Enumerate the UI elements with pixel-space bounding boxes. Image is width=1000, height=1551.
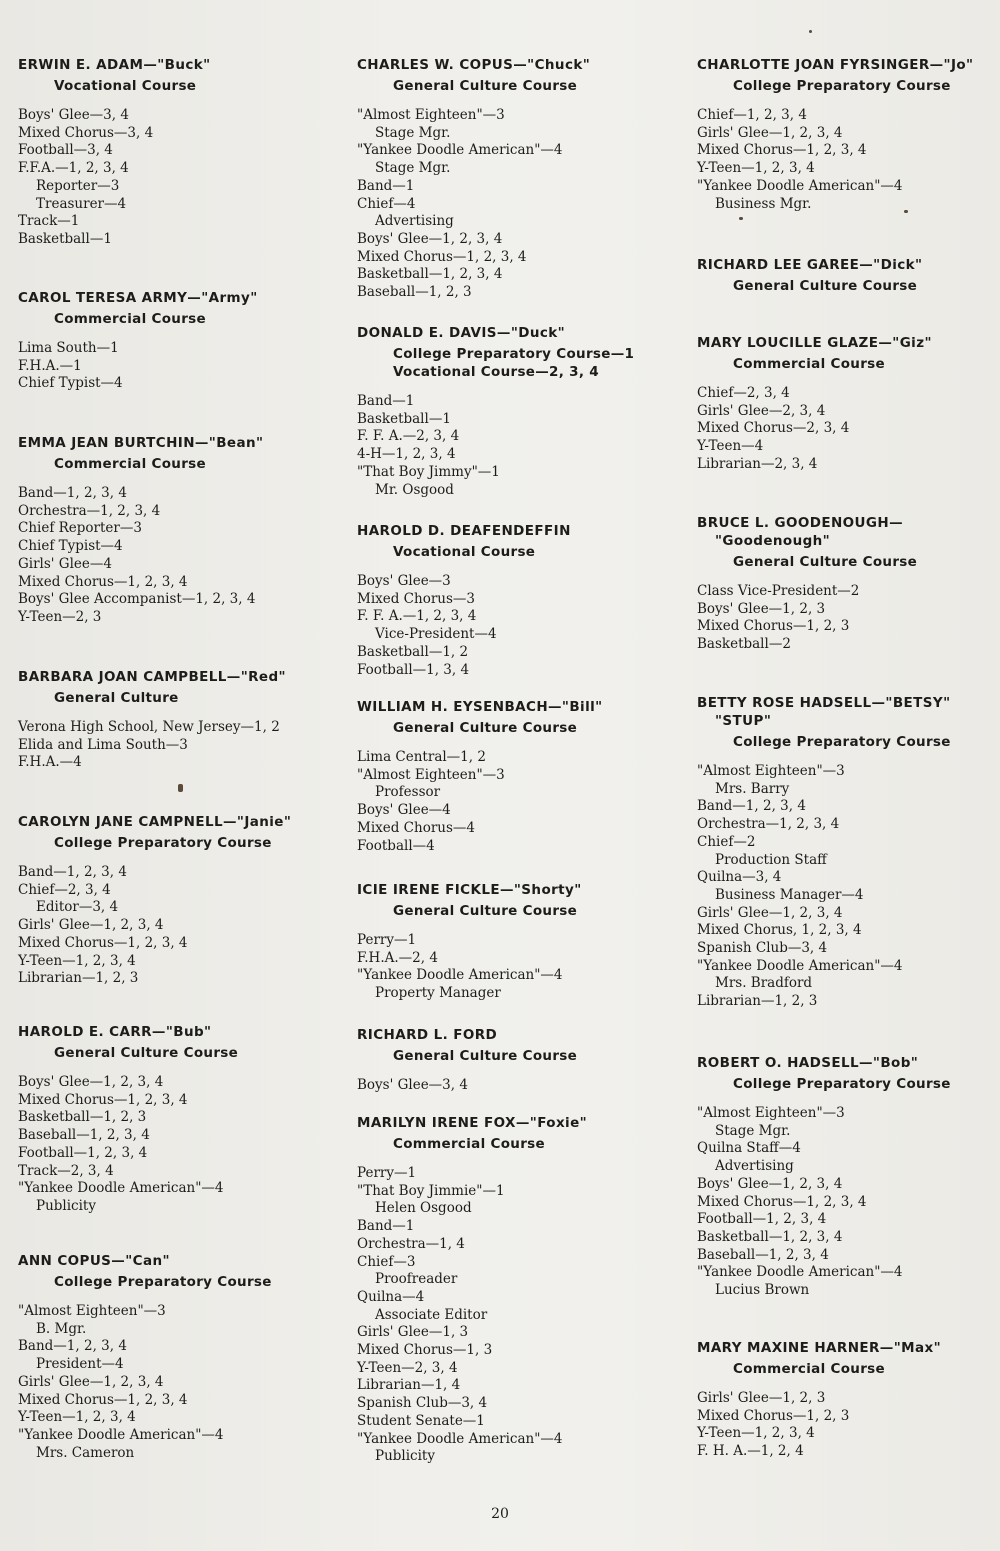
activity-item: Y-Teen—2, 3, 4 xyxy=(357,1359,458,1376)
student-name: ERWIN E. ADAM—"Buck" xyxy=(18,57,211,73)
activity-list xyxy=(18,1074,318,1216)
student-entry xyxy=(18,289,318,393)
activity-item: "Almost Eighteen"—3 xyxy=(697,763,845,779)
activity-item: Quilna—4 xyxy=(357,1288,425,1305)
activity-item: Lima South—1 xyxy=(18,340,119,356)
course-of-study: General Culture Course xyxy=(733,278,918,294)
activity-item: "Yankee Doodle American"—4 xyxy=(357,967,563,984)
course-of-study: General Culture Course xyxy=(393,903,578,919)
student-entry xyxy=(697,1054,993,1300)
activity-item: Boys' Glee—3 xyxy=(357,573,451,589)
ink-speck xyxy=(178,784,183,792)
activity-item: Basketball—1, 2 xyxy=(357,643,469,660)
activity-item: Chief Typist—4 xyxy=(18,538,123,555)
activity-item: Boys' Glee—4 xyxy=(357,802,451,819)
student-entry xyxy=(18,1023,318,1216)
course-of-study: College Preparatory Course xyxy=(733,734,951,750)
student-name: CHARLOTTE JOAN FYRSINGER—"Jo" xyxy=(697,57,974,73)
student-entry xyxy=(697,1339,993,1461)
student-name: ANN COPUS—"Can" xyxy=(18,1253,170,1269)
student-entry xyxy=(697,514,993,654)
activity-list xyxy=(18,107,318,249)
activity-role: Professor xyxy=(375,784,441,801)
student-name: BETTY ROSE HADSELL—"BETSY" xyxy=(697,695,951,711)
student-entry xyxy=(357,522,657,679)
activity-item: Girls' Glee—1, 2, 3, 4 xyxy=(18,1373,164,1390)
course-of-study: College Preparatory Course xyxy=(733,78,951,94)
activity-item: "Yankee Doodle American"—4 xyxy=(357,142,563,159)
activity-item: Mixed Chorus—2, 3, 4 xyxy=(697,420,850,437)
activity-item: Football—1, 2, 3, 4 xyxy=(697,1211,827,1228)
course-of-study: Vocational Course xyxy=(393,544,536,560)
course-of-study: Commercial Course xyxy=(733,356,885,372)
activity-item: Chief Typist—4 xyxy=(18,375,123,392)
activity-item: Boys' Glee Accompanist—1, 2, 3, 4 xyxy=(18,591,256,608)
student-name: ROBERT O. HADSELL—"Bob" xyxy=(697,1055,919,1071)
activity-item: F. F. A.—2, 3, 4 xyxy=(357,428,460,445)
activity-role: Editor—3, 4 xyxy=(36,899,119,916)
activity-item: Boys' Glee—1, 2, 3 xyxy=(697,600,826,617)
activity-item: Class Vice-President—2 xyxy=(697,583,860,599)
activity-role: Helen Osgood xyxy=(375,1200,472,1217)
activity-item: Band—1, 2, 3, 4 xyxy=(697,798,806,815)
activity-role: B. Mgr. xyxy=(36,1320,87,1337)
course-of-study: College Preparatory Course—1 xyxy=(393,346,635,362)
activity-item: Baseball—1, 2, 3, 4 xyxy=(18,1127,150,1144)
activity-item: "That Boy Jimmie"—1 xyxy=(357,1182,505,1199)
student-entry xyxy=(697,694,993,1011)
student-entry xyxy=(357,324,657,499)
student-name: CAROLYN JANE CAMPNELL—"Janie" xyxy=(18,814,292,830)
student-entry xyxy=(697,334,993,474)
activity-list xyxy=(697,1390,993,1461)
activity-role: Associate Editor xyxy=(375,1306,488,1323)
activity-item: F. H. A.—1, 2, 4 xyxy=(697,1443,804,1460)
activity-role: Advertising xyxy=(715,1158,794,1175)
activity-list xyxy=(18,1303,318,1462)
activity-item: Football—3, 4 xyxy=(18,142,113,159)
activity-item: Football—4 xyxy=(357,837,435,854)
activity-list xyxy=(18,864,318,988)
activity-role: Advertising xyxy=(375,213,454,230)
activity-item: Girls' Glee—1, 3 xyxy=(357,1324,469,1341)
activity-list xyxy=(18,340,318,393)
activity-role: Treasurer—4 xyxy=(36,195,127,212)
activity-list xyxy=(18,485,318,627)
activity-item: Mixed Chorus—3 xyxy=(357,590,475,607)
student-entry xyxy=(18,1252,318,1462)
course-of-study: College Preparatory Course xyxy=(733,1076,951,1092)
activity-item: Basketball—1, 2, 3, 4 xyxy=(357,266,503,283)
activity-item: Chief—2, 3, 4 xyxy=(18,881,111,898)
activity-item: Mixed Chorus—1, 2, 3 xyxy=(697,618,850,635)
activity-list xyxy=(357,749,657,855)
activity-item: F.H.A.—4 xyxy=(18,754,82,771)
activity-item: Basketball—1, 2, 3 xyxy=(18,1109,147,1126)
course-of-study: Commercial Course xyxy=(733,1361,885,1377)
student-name: CAROL TERESA ARMY—"Army" xyxy=(18,290,258,306)
activity-item: Perry—1 xyxy=(357,932,417,948)
activity-item: "Yankee Doodle American"—4 xyxy=(697,177,903,194)
activity-item: Boys' Glee—3, 4 xyxy=(18,107,129,123)
activity-item: Girls' Glee—1, 2, 3, 4 xyxy=(697,124,843,141)
student-entry xyxy=(18,668,318,772)
student-nickname: "Goodenough" xyxy=(715,533,831,549)
activity-item: Orchestra—1, 2, 3, 4 xyxy=(697,816,840,833)
activity-item: Chief—2, 3, 4 xyxy=(697,385,790,401)
activity-item: Orchestra—1, 2, 3, 4 xyxy=(18,502,161,519)
student-name: DONALD E. DAVIS—"Duck" xyxy=(357,325,566,341)
activity-item: Y-Teen—1, 2, 3, 4 xyxy=(697,160,815,177)
student-name: ICIE IRENE FICKLE—"Shorty" xyxy=(357,882,582,898)
activity-role: Stage Mgr. xyxy=(375,160,451,177)
student-name: CHARLES W. COPUS—"Chuck" xyxy=(357,57,591,73)
activity-role: Business Mgr. xyxy=(715,195,812,212)
activity-item: Girls' Glee—1, 2, 3 xyxy=(697,1390,826,1406)
activity-item: Chief Reporter—3 xyxy=(18,520,142,537)
activity-role: Business Manager—4 xyxy=(715,886,864,903)
activity-item: Mixed Chorus—1, 2, 3, 4 xyxy=(18,934,188,951)
activity-item: 4-H—1, 2, 3, 4 xyxy=(357,446,456,463)
page-number: 20 xyxy=(491,1506,509,1522)
activity-item: Student Senate—1 xyxy=(357,1412,485,1429)
activity-list xyxy=(357,932,657,1003)
activity-list xyxy=(697,583,993,654)
course-of-study: Vocational Course xyxy=(54,78,197,94)
activity-list xyxy=(697,763,993,1011)
course-of-study: General Culture Course xyxy=(393,1048,578,1064)
ink-speck xyxy=(904,210,908,213)
activity-item: Mixed Chorus—1, 2, 3, 4 xyxy=(18,573,188,590)
activity-role: President—4 xyxy=(36,1356,124,1373)
activity-list xyxy=(357,573,657,679)
activity-item: Boys' Glee—3, 4 xyxy=(357,1077,468,1093)
activity-item: "Yankee Doodle American"—4 xyxy=(357,1430,563,1447)
activity-item: Mixed Chorus—3, 4 xyxy=(18,124,154,141)
activity-item: Librarian—2, 3, 4 xyxy=(697,455,818,472)
activity-role: Property Manager xyxy=(375,985,501,1002)
activity-item: Mixed Chorus—1, 2, 3, 4 xyxy=(18,1091,188,1108)
activity-item: Girls' Glee—1, 2, 3, 4 xyxy=(697,904,843,921)
activity-item: Mixed Chorus—1, 2, 3, 4 xyxy=(697,1193,867,1210)
activity-item: Band—1, 2, 3, 4 xyxy=(18,485,127,501)
activity-item: "Yankee Doodle American"—4 xyxy=(697,1264,903,1281)
activity-item: Librarian—1, 2, 3 xyxy=(697,993,818,1010)
activity-item: Chief—1, 2, 3, 4 xyxy=(697,107,807,123)
activity-item: "Yankee Doodle American"—4 xyxy=(18,1426,224,1443)
activity-item: Band—1 xyxy=(357,1218,415,1235)
activity-item: Quilna—3, 4 xyxy=(697,869,782,886)
student-nickname: "STUP" xyxy=(715,713,772,729)
activity-item: "Almost Eighteen"—3 xyxy=(697,1105,845,1121)
student-entry xyxy=(357,881,657,1003)
student-name: BARBARA JOAN CAMPBELL—"Red" xyxy=(18,669,286,685)
activity-item: "That Boy Jimmy"—1 xyxy=(357,463,500,480)
activity-item: F. F. A.—1, 2, 3, 4 xyxy=(357,608,477,625)
activity-role: Mrs. Bradford xyxy=(715,975,813,992)
activity-item: Football—1, 3, 4 xyxy=(357,661,470,678)
activity-item: Mixed Chorus—4 xyxy=(357,819,475,836)
course-of-study: General Culture Course xyxy=(393,78,578,94)
activity-item: Perry—1 xyxy=(357,1165,417,1181)
student-name: WILLIAM H. EYSENBACH—"Bill" xyxy=(357,699,603,715)
activity-item: Girls' Glee—4 xyxy=(18,555,112,572)
activity-item: Track—2, 3, 4 xyxy=(18,1162,114,1179)
activity-role: Production Staff xyxy=(715,851,827,868)
activity-item: Spanish Club—3, 4 xyxy=(697,940,828,957)
activity-item: Mixed Chorus—1, 2, 3, 4 xyxy=(697,142,867,159)
activity-item: Track—1 xyxy=(18,213,80,230)
activity-item: Verona High School, New Jersey—1, 2 xyxy=(18,719,280,735)
course-of-study: Vocational Course—2, 3, 4 xyxy=(393,364,599,380)
student-entry xyxy=(697,56,993,213)
student-name: RICHARD LEE GAREE—"Dick" xyxy=(697,257,923,273)
activity-item: Baseball—1, 2, 3, 4 xyxy=(697,1246,829,1263)
activity-item: Librarian—1, 2, 3 xyxy=(18,970,139,987)
student-name: MARY LOUCILLE GLAZE—"Giz" xyxy=(697,335,932,351)
activity-item: F.H.A.—2, 4 xyxy=(357,949,438,966)
activity-role: Mr. Osgood xyxy=(375,481,454,498)
activity-item: Chief—4 xyxy=(357,195,416,212)
course-of-study: Commercial Course xyxy=(54,311,206,327)
student-name: RICHARD L. FORD xyxy=(357,1027,498,1043)
student-entry xyxy=(357,1114,657,1466)
activity-item: Band—1, 2, 3, 4 xyxy=(18,864,127,880)
student-name: EMMA JEAN BURTCHIN—"Bean" xyxy=(18,435,264,451)
activity-item: Baseball—1, 2, 3 xyxy=(357,284,472,301)
activity-item: Basketball—1, 2, 3, 4 xyxy=(697,1228,843,1245)
student-name: MARILYN IRENE FOX—"Foxie" xyxy=(357,1115,588,1131)
student-entry xyxy=(18,434,318,627)
activity-item: Y-Teen—1, 2, 3, 4 xyxy=(18,1409,136,1426)
activity-item: F.F.A.—1, 2, 3, 4 xyxy=(18,160,129,177)
activity-item: Librarian—1, 4 xyxy=(357,1377,461,1394)
activity-item: Elida and Lima South—3 xyxy=(18,736,188,753)
activity-item: Basketball—1 xyxy=(357,410,451,427)
activity-item: Orchestra—1, 4 xyxy=(357,1235,465,1252)
student-entry xyxy=(697,256,993,295)
course-of-study: College Preparatory Course xyxy=(54,835,272,851)
ink-speck xyxy=(809,30,812,33)
activity-list xyxy=(357,1165,657,1466)
student-name: HAROLD E. CARR—"Bub" xyxy=(18,1024,212,1040)
activity-role: Mrs. Barry xyxy=(715,780,790,797)
activity-role: Stage Mgr. xyxy=(715,1122,791,1139)
course-of-study: College Preparatory Course xyxy=(54,1274,272,1290)
activity-item: Mixed Chorus, 1, 2, 3, 4 xyxy=(697,922,862,939)
activity-item: F.H.A.—1 xyxy=(18,357,82,374)
course-of-study: General Culture Course xyxy=(54,1045,239,1061)
activity-item: "Yankee Doodle American"—4 xyxy=(697,957,903,974)
student-name: HAROLD D. DEAFENDEFFIN xyxy=(357,523,571,539)
activity-list xyxy=(697,107,993,213)
activity-role: Vice-President—4 xyxy=(375,626,497,643)
course-of-study: Commercial Course xyxy=(393,1136,545,1152)
activity-item: Mixed Chorus—1, 3 xyxy=(357,1342,493,1359)
activity-item: Y-Teen—1, 2, 3, 4 xyxy=(697,1425,815,1442)
course-of-study: General Culture xyxy=(54,690,179,706)
activity-list xyxy=(18,719,318,772)
activity-item: Chief—3 xyxy=(357,1253,416,1270)
ink-speck xyxy=(739,217,743,220)
activity-list xyxy=(357,107,657,302)
activity-role: Reporter—3 xyxy=(36,177,120,194)
activity-role: Stage Mgr. xyxy=(375,124,451,141)
course-of-study: General Culture Course xyxy=(733,554,918,570)
activity-item: Spanish Club—3, 4 xyxy=(357,1395,488,1412)
activity-item: Chief—2 xyxy=(697,833,756,850)
activity-item: Quilna Staff—4 xyxy=(697,1140,801,1157)
activity-list xyxy=(357,1077,657,1095)
activity-item: "Almost Eighteen"—3 xyxy=(357,766,505,783)
activity-item: "Yankee Doodle American"—4 xyxy=(18,1180,224,1197)
activity-role: Lucius Brown xyxy=(715,1282,810,1299)
activity-role: Mrs. Cameron xyxy=(36,1444,135,1461)
activity-item: "Almost Eighteen"—3 xyxy=(357,107,505,123)
activity-list xyxy=(697,385,993,474)
student-entry xyxy=(357,698,657,855)
course-of-study: General Culture Course xyxy=(393,720,578,736)
student-name: MARY MAXINE HARNER—"Max" xyxy=(697,1340,942,1356)
activity-item: Boys' Glee—1, 2, 3, 4 xyxy=(18,1074,164,1090)
student-entry xyxy=(18,813,318,988)
activity-item: Mixed Chorus—1, 2, 3, 4 xyxy=(18,1391,188,1408)
activity-list xyxy=(697,1105,993,1300)
activity-item: Basketball—2 xyxy=(697,636,791,653)
student-entry xyxy=(357,56,657,302)
activity-role: Proofreader xyxy=(375,1271,458,1288)
activity-item: Football—1, 2, 3, 4 xyxy=(18,1144,148,1161)
activity-item: Band—1 xyxy=(357,177,415,194)
student-name: BRUCE L. GOODENOUGH— xyxy=(697,515,903,531)
activity-item: Y-Teen—1, 2, 3, 4 xyxy=(18,952,136,969)
activity-item: "Almost Eighteen"—3 xyxy=(18,1303,166,1319)
activity-item: Y-Teen—4 xyxy=(697,438,764,455)
student-entry xyxy=(357,1026,657,1095)
activity-role: Publicity xyxy=(375,1448,435,1465)
activity-item: Basketball—1 xyxy=(18,230,112,247)
activity-role: Publicity xyxy=(36,1197,96,1214)
activity-item: Mixed Chorus—1, 2, 3 xyxy=(697,1407,850,1424)
activity-item: Y-Teen—2, 3 xyxy=(18,608,102,625)
activity-item: Band—1 xyxy=(357,393,415,409)
student-entry xyxy=(18,56,318,249)
activity-item: Boys' Glee—1, 2, 3, 4 xyxy=(697,1175,843,1192)
course-of-study: Commercial Course xyxy=(54,456,206,472)
activity-item: Girls' Glee—2, 3, 4 xyxy=(697,402,826,419)
activity-item: Lima Central—1, 2 xyxy=(357,749,486,765)
activity-item: Mixed Chorus—1, 2, 3, 4 xyxy=(357,248,527,265)
activity-item: Girls' Glee—1, 2, 3, 4 xyxy=(18,917,164,934)
activity-item: Band—1, 2, 3, 4 xyxy=(18,1338,127,1355)
activity-list xyxy=(357,393,657,499)
activity-item: Boys' Glee—1, 2, 3, 4 xyxy=(357,230,503,247)
